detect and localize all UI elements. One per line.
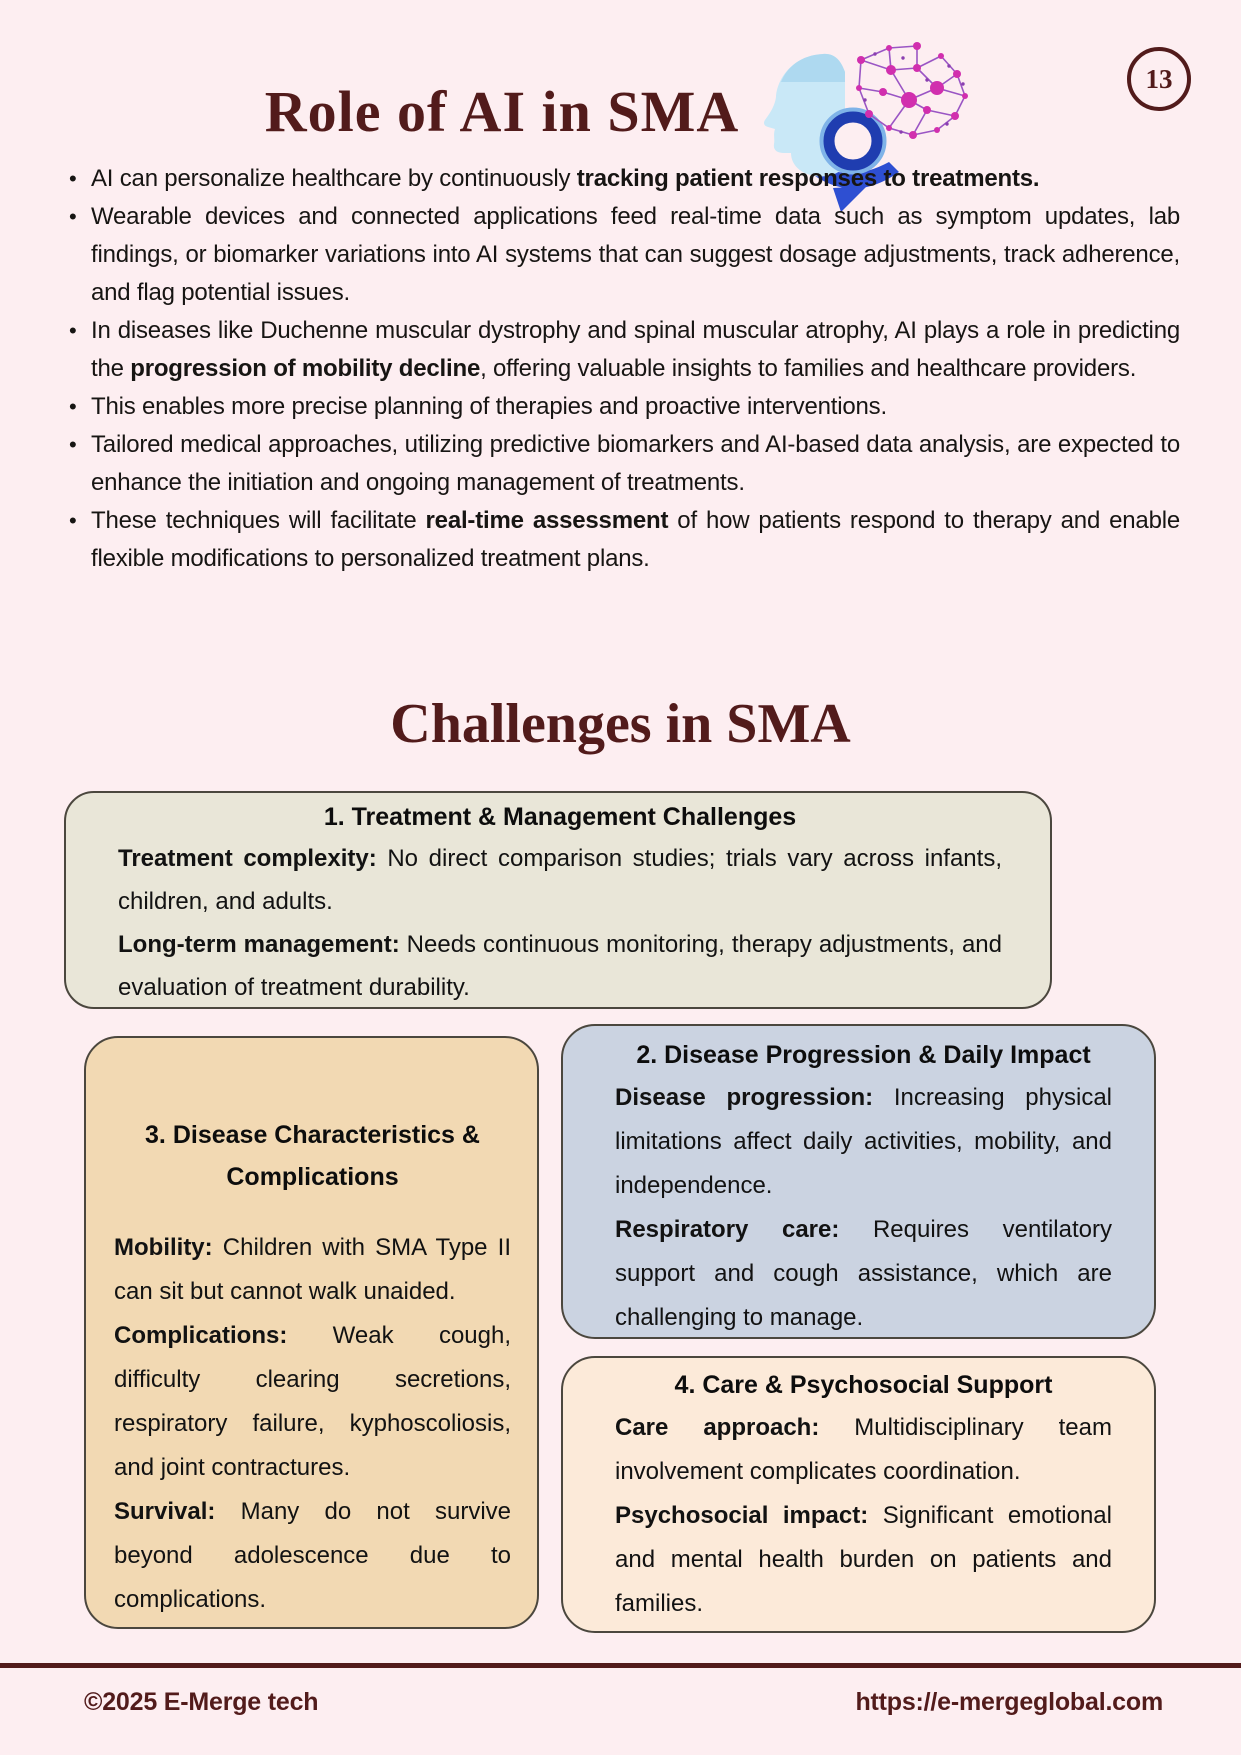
challenge-box-body	[615, 1406, 1112, 1626]
challenge-box-body	[615, 1076, 1112, 1339]
challenge-box-care-psychosocial	[561, 1356, 1156, 1633]
challenge-box-treatment-management	[64, 791, 1052, 1009]
bullet-item: • In diseases like Duchenne muscular dystrophy and spinal muscular atrophy, AI plays a role in predicting the progression of mobility decline, offering valuable insights to families and healthcare providers.	[64, 312, 1180, 388]
challenge-item: Treatment complexity: No direct comparison studies; trials vary across infants, children, and adults.	[118, 845, 1002, 915]
bullet-item: • Tailored medical approaches, utilizing predictive biomarkers and AI-based data analysis, are expected to enhance the initiation and ongoing management of treatments.	[64, 426, 1180, 502]
page-number: 13	[1145, 63, 1173, 94]
bullet-item: • AI can personalize healthcare by continuously tracking patient responses to treatments.	[64, 160, 1180, 198]
challenge-item: Long-term management: Needs continuous monitoring, therapy adjustments, and evaluation of treatment durability.	[118, 931, 1002, 1001]
challenge-box-title: 2. Disease Progression & Daily Impact	[636, 1041, 1091, 1069]
challenge-item: Complications: Weak cough, difficulty clearing secretions, respiratory failure, kyphoscoliosis, and joint contractures.	[114, 1322, 511, 1481]
website-url[interactable]: https://e-mergeglobal.com	[855, 1688, 1163, 1716]
footer	[84, 1688, 1163, 1717]
challenge-box-body	[114, 1226, 511, 1622]
challenge-box-title: 4. Care & Psychosocial Support	[674, 1371, 1053, 1399]
bullet-list	[64, 160, 1180, 642]
challenge-item: Respiratory care: Requires ventilatory support and cough assistance, which are challenging to manage.	[615, 1216, 1112, 1331]
copyright-text: ©2025 E-Merge tech	[84, 1688, 319, 1716]
challenge-box-body	[118, 837, 1002, 1009]
page-title: Role of AI in SMA	[264, 79, 740, 144]
challenge-item: Disease progression: Increasing physical limitations affect daily activities, mobility, and independence.	[615, 1084, 1112, 1199]
challenge-box-title: 3. Disease Characteristics & Complications	[145, 1121, 480, 1191]
challenge-item: Mobility: Children with SMA Type II can sit but cannot walk unaided.	[114, 1234, 511, 1305]
challenge-box-title: 1. Treatment & Management Challenges	[323, 803, 797, 831]
footer-divider	[0, 1663, 1241, 1668]
challenge-item: Survival: Many do not survive beyond adolescence due to complications.	[114, 1498, 511, 1613]
challenge-item: Care approach: Multidisciplinary team involvement complicates coordination.	[615, 1414, 1112, 1485]
challenge-box-disease-characteristics	[84, 1036, 539, 1629]
bullet-item: • This enables more precise planning of therapies and proactive interventions.	[64, 388, 1180, 426]
bullet-item: • Wearable devices and connected applications feed real-time data such as symptom updates, lab findings, or biomarker variations into AI systems that can suggest dosage adjustments, track adherence, and flag potential issues.	[64, 198, 1180, 312]
challenge-item: Psychosocial impact: Significant emotional and mental health burden on patients and families.	[615, 1502, 1112, 1617]
bullet-item: • These techniques will facilitate real-time assessment of how patients respond to therapy and enable flexible modifications to personalized treatment plans.	[64, 502, 1180, 578]
challenge-box-disease-progression	[561, 1024, 1156, 1339]
challenges-title: Challenges in SMA	[390, 693, 851, 755]
